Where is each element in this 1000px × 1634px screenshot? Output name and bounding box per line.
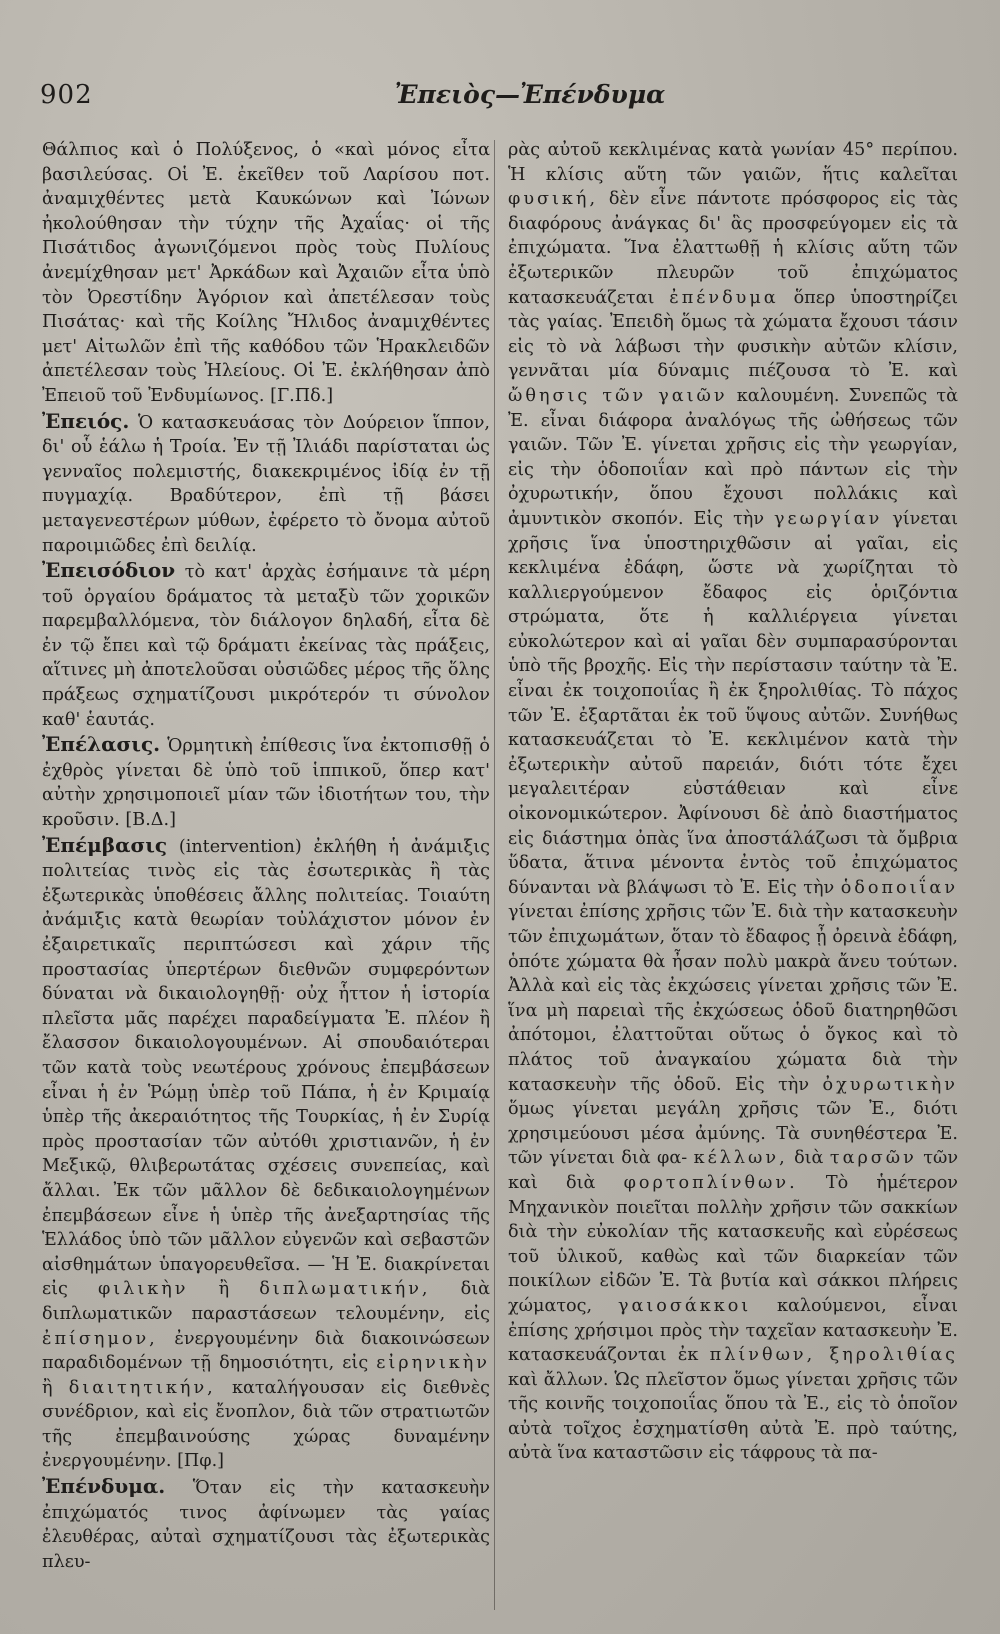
spaced-term: πλίνθων, ξηρολιθίας (709, 1345, 958, 1366)
headword: Ἐπέλασις. (42, 732, 161, 757)
spaced-term: κέλλων, (693, 1148, 788, 1169)
entry-text: ἢ (218, 1279, 230, 1300)
page-header (40, 80, 960, 120)
entry-text: Ὅταν εἰς τὴν κατασκευὴν ἐπιχώματός τινος ἀφίνωμεν τὰς γαίας ἐλευθέρας, αὐταὶ σχηματίζουσι τὰς ἐξωτερικὰς πλευ- (42, 1478, 490, 1572)
spaced-term: ταρσῶν (829, 1148, 917, 1169)
headword: Ἐπένδυμα. (42, 1474, 166, 1499)
paragraph: Θάλπιος καὶ ὁ Πολύξενος, ὁ «καὶ μόνος εἶτα βασιλεύσας. Οἱ Ἐ. ἐκεῖθεν τοῦ Λαρίσου ποτ. ἀναμιχθέντες μετὰ Καυκώνων καὶ Ἰώνων ἠκολούθησαν τὴν τύχην τῆς Ἀχαΐας· οἱ τῆς Πισάτιδος ἀγωνιζόμενοι πρὸς τοὺς Πυλίους ἀνεμίχθησαν μετ' Ἀρκάδων καὶ Ἀχαιῶν εἶτα ὑπὸ τὸν Ὀρεστίδην Ἀγόριον καὶ ἀπετέλεσαν τοὺς Πισάτας· καὶ τῆς Κοίλης Ἤλιδος ἀναμιχθέντες μετ' Αἰτωλῶν ἐπὶ τῆς καθόδου τῶν Ἡρακλειδῶν ἀπετέλεσαν τοὺς Ἠλείους. Οἱ Ἐ. ἐκλήθησαν ἀπὸ Ἐπειοῦ τοῦ Ἐνδυμίωνος. [Γ.Πδ.] (42, 140, 490, 406)
spaced-term: γαιοσάκκοι (617, 1295, 752, 1316)
text-run: γίνεται χρῆσις ἵνα ὑποστηριχθῶσιν αἱ γαῖαι, εἰς κεκλιμένα ἐδάφη, ὥστε νὰ χωρίζηται τὸ καλλιεργούμενον ἔδαφος εἰς ὁριζόντια στρώματα, ὅτε ἡ καλλιέργεια γίνεται εὐκολώτερον καὶ αἱ γαῖαι δὲν συμπαρασύρονται ὑπὸ τῆς βροχῆς. Εἰς τὴν περίστασιν ταύτην τὰ Ἐ. εἶναι ἐκ τοιχοποιΐας ἢ ἐκ ξηρολιθίας. Τὸ πάχος τῶν Ἐ. ἐξαρτᾶται ἐκ τοῦ ὕψους αὐτῶν. Συνήθως κατασκευάζεται τὸ Ἐ. κεκλιμένον κατὰ τὴν ἐξωτερικὴν αὐτοῦ παρειάν, διότι τότε ἔχει μεγαλειτέραν εὐστάθειαν καὶ εἶνε οἰκονομικώτερον. Ἀφίνουσι δὲ ἀπὸ διαστήματος εἰς διάστημα ὀπὰς ἵνα ἀποστάλάζωσι τὰ ὄμβρια ὕδατα, ἅτινα μένοντα ἐντὸς τοῦ ἐπιχώματος δύνανται νὰ βλάψωσι τὸ Ἐ. Εἰς τὴν (508, 508, 958, 898)
entry-text: ἢ (42, 1377, 53, 1398)
text-run: ὅμως γίνεται μεγάλη χρῆσις τῶν Ἐ., διότι χρησιμεύουσι μέσα ἀμύνης. Τὰ συνηθέστερα Ἐ. τῶν γίνεται διὰ φα- (508, 1099, 958, 1169)
spaced-term: γεωργίαν (774, 508, 883, 529)
page-number: 902 (40, 80, 93, 110)
entry-text: καταλήγουσαν εἰς διεθνὲς συνέδριον, καὶ εἰς ἔνοπλον, διὰ τῶν στρατιωτῶν τῆς ἐπεμβαινούσης χώρας δυναμένην ἐνεργουμένην. [Πφ.] (42, 1377, 490, 1472)
entry-epemvasis (42, 833, 490, 1474)
entry-epeisodion (42, 558, 490, 732)
left-column (42, 138, 490, 1634)
entry-ependyma (42, 1474, 490, 1574)
spaced-term: ὀχυρωτικὴν (822, 1074, 958, 1095)
entry-text: Ὁ κατασκευάσας τὸν Δούρειον ἵππον, δι' οὗ ἑάλω ἡ Τροία. Ἐν τῇ Ἰλιάδι παρίσταται ὡς γενναῖος πολεμιστής, διακεκριμένος ἰδίᾳ ἐν τῇ πυγμαχίᾳ. Βραδύτερον, ἐπὶ τῇ βάσει μεταγενεστέρων μύθων, ἐφέρετο τὸ ὄνομα αὐτοῦ παροιμιῶδες ἐπὶ δειλίᾳ. (42, 412, 490, 556)
right-column (508, 138, 958, 1634)
entry-epeios (42, 409, 490, 559)
headword: Ἐπειός. (42, 408, 130, 433)
spaced-term: διαιτητικήν, (68, 1377, 216, 1398)
text-run: γίνεται ἐπίσης χρῆσις τῶν Ἐ. διὰ τὴν κατασκευὴν τῶν ἐπιχωμάτων, ὅταν τὸ ἔδαφος ᾖ ὀρεινὰ ἐδάφη, ὁπότε χώματα θὰ ἦσαν πολὺ μακρὰ ἄνευ τούτων. Ἀλλὰ καὶ εἰς τὰς ἐκχώσεις γίνεται χρῆσις τῶν Ἐ. ἵνα μὴ παρειαὶ τῆς ἐκχώσεως ὁδοῦ διατηρηθῶσι ἀπότομοι, ἐλαττοῦται οὕτως ὁ ὄγκος καὶ τὸ πλάτος τοῦ ἀναγκαίου χώματα διὰ τὴν κατασκευὴν τῆς ὁδοῦ. Εἰς τὴν (508, 902, 958, 1095)
entry-text: διὰ διπλωματικῶν παραστάσεων τελουμένην, εἰς (42, 1279, 490, 1324)
text-run: διὰ (794, 1148, 824, 1169)
text-run: ρὰς αὐτοῦ κεκλιμένας κατὰ γωνίαν 45° περίπου. Ἡ κλίσις αὕτη τῶν γαιῶν, ἥτις καλεῖται (508, 140, 958, 185)
text-run: καλούμενοι, εἶναι ἐπίσης χρήσιμοι πρὸς τὴν ταχεῖαν κατασκευὴν Ἐ. κατασκευάζονται ἐκ (508, 1295, 958, 1366)
spaced-term: ἐπίσημον, (42, 1328, 158, 1349)
text-run: δὲν εἶνε πάντοτε πρόσφορος εἰς τὰς διαφόρους ἀνάγκας δι' ἃς προσφεύγομεν εἰς τὰ ἐπιχώματα. Ἵνα ἐλαττωθῇ ἡ κλίσις αὕτη τῶν ἐξωτερικῶν πλευρῶν τοῦ ἐπιχώματος κατασκευάζεται (508, 189, 958, 308)
entry-text: Ὁρμητικὴ ἐπίθεσις ἵνα ἐκτοπισθῇ ὁ ἐχθρὸς γίνεται δὲ ὑπὸ τοῦ ἱππικοῦ, ὅπερ κατ' αὐτὴν χρησιμοποιεῖ μίαν τῶν ἰδιοτήτων του, τὴν κροῦσιν. [Β.Δ.] (42, 736, 490, 831)
paragraph (508, 138, 958, 1466)
headword: Ἐπεισόδιον (42, 558, 176, 583)
spaced-term: φυσική, (508, 189, 599, 210)
text-run: καλουμένη. Συνεπῶς τὰ Ἐ. εἶναι διάφορα ἀναλόγως τῆς ὠθήσεως τῶν γαιῶν. Τῶν Ἐ. γίνεται χρῆσις εἰς τὴν γεωργίαν, εἰς τὴν ὁδοποιΐαν καὶ πρὸ πάντων εἰς τὴν ὀχυρωτικήν, ὅπου ἔχουσι πολλάκις καὶ ἀμυντικὸν σκοπόν. Εἰς τὴν (508, 385, 958, 529)
entry-text: (intervention) ἐκλήθη ἡ ἀνάμιξις πολιτείας τινὸς εἰς τὰς ἐσωτερικὰς ἢ τὰς ἐξωτερικὰς ὑποθέσεις ἄλλης πολιτείας. Τοιαύτη ἀνάμιξις κατὰ θεωρίαν τοὐλάχιστον μόνον ἐν ἐξαιρετικαῖς περιπτώσεσι καὶ χάριν τῆς προστασίας ὑπερτέρων διεθνῶν συμφερόντων δύναται νὰ δικαιολογηθῇ· οὐχ ἧττον ἡ ἱστορία πλεῖστα μᾶς παρέχει παραδείγματα Ἐ. πλέον ἢ ἔλασσον δικαιολογουμένων. Αἱ σπουδαιότεραι τῶν κατὰ τοὺς νεωτέρους χρόνους ἐπεμβάσεων εἶναι ἡ ἐν Ῥώμῃ ὑπὲρ τοῦ Πάπα, ἡ ἐν Κριμαίᾳ ὑπὲρ τῆς ἀκεραιότητος τῆς Τουρκίας, ἡ ἐν Συρίᾳ πρὸς προστασίαν τῶν αὐτόθι χριστιανῶν, ἡ ἐν Μεξικῷ, θλιβερωτάτας σχέσεις συνεπείας, καὶ ἄλλαι. Ἐκ τῶν μᾶλλον δὲ δεδικαιολογημένων ἐπεμβάσεων εἶνε ἡ ὑπὲρ τῆς ἀνεξαρτησίας τῆς Ἑλλάδος ὑπὸ τῶν μᾶλλον εὐγενῶν καὶ σεβαστῶν αἰσθημάτων ὑπαγορευθεῖσα. — Ἡ Ἐ. διακρίνεται εἰς (42, 836, 490, 1300)
entry-epelasis (42, 732, 490, 832)
text-run: ὅπερ ὑποστηρίζει τὰς γαίας. Ἐπειδὴ ὅμως τὰ χώματα ἔχουσι τάσιν εἰς τὸ νὰ λάβωσι τὴν φυσικὴν αὐτῶν κλίσιν, γεννᾶται μία δύναμις πιέζουσα τὸ Ἐ. καὶ (508, 287, 958, 382)
spaced-term: φιλικὴν (97, 1279, 189, 1300)
entry-text: ἐνεργουμένην διὰ διακοινώσεων παραδιδομένων τῇ δημοσιότητι, εἰς (42, 1328, 490, 1374)
spaced-term: διπλωματικήν, (259, 1279, 431, 1300)
running-head: Ἐπειὸς—Ἐπένδυμα (394, 80, 666, 109)
spaced-term: ἐπένδυμα (669, 287, 779, 308)
spaced-term: ὁδοποιΐαν (840, 877, 958, 898)
headword: Ἐπέμβασις (42, 832, 168, 857)
entry-text: τὸ κατ' ἀρχὰς ἐσήμαινε τὰ μέρη τοῦ ὀργαίου δράματος τὰ μεταξὺ τῶν χορικῶν παρεμβαλλόμενα, τὸν διάλογον δηλαδή, εἶτα δὲ ἐν τῷ ἔπει καὶ τῷ δράματι ἐκείνας τὰς πράξεις, αἵτινες μὴ ἀποτελοῦσαι οὐσιῶδες μέρος τῆς ὅλης πράξεως σχηματίζουσι μικρότερόν τι σύνολον καθ' ἑαυτάς. (42, 562, 490, 730)
text-run: τῶν καὶ διὰ (508, 1148, 958, 1193)
spaced-term: φορτοπλίνθων. (623, 1172, 798, 1193)
spaced-term: ὤθησις τῶν γαιῶν (508, 385, 728, 406)
text-run: καὶ ἄλλων. Ὡς πλεῖστον ὅμως γίνεται χρῆσις τῶν τῆς κοινῆς τοιχοποιΐας ὅπου τὰ Ἐ., εἰς τὸ ὁποῖον αὐτὰ τοῖχος ἐσχηματίσθη αὐτὰ Ἐ. πρὸ ταύτης, αὐτὰ ἵνα καταστῶσιν εἰς τάφρους τὰ πα- (508, 1369, 958, 1464)
text-run: Τὸ ἡμέτερον Μηχανικὸν ποιεῖται πολλὴν χρῆσιν τῶν σακκίων διὰ τὴν εὐκολίαν τῆς κατασκευῆς καὶ εὐρέσεως τοῦ ὑλικοῦ, καθὼς καὶ τῶν διαρκείαν τῶν ποικίλων εἰδῶν Ἐ. Τὰ βυτία καὶ σάκκοι πλήρεις χώματος, (508, 1172, 958, 1316)
column-rule (494, 140, 495, 1610)
spaced-term: εἰρηνικὴν (376, 1353, 490, 1374)
